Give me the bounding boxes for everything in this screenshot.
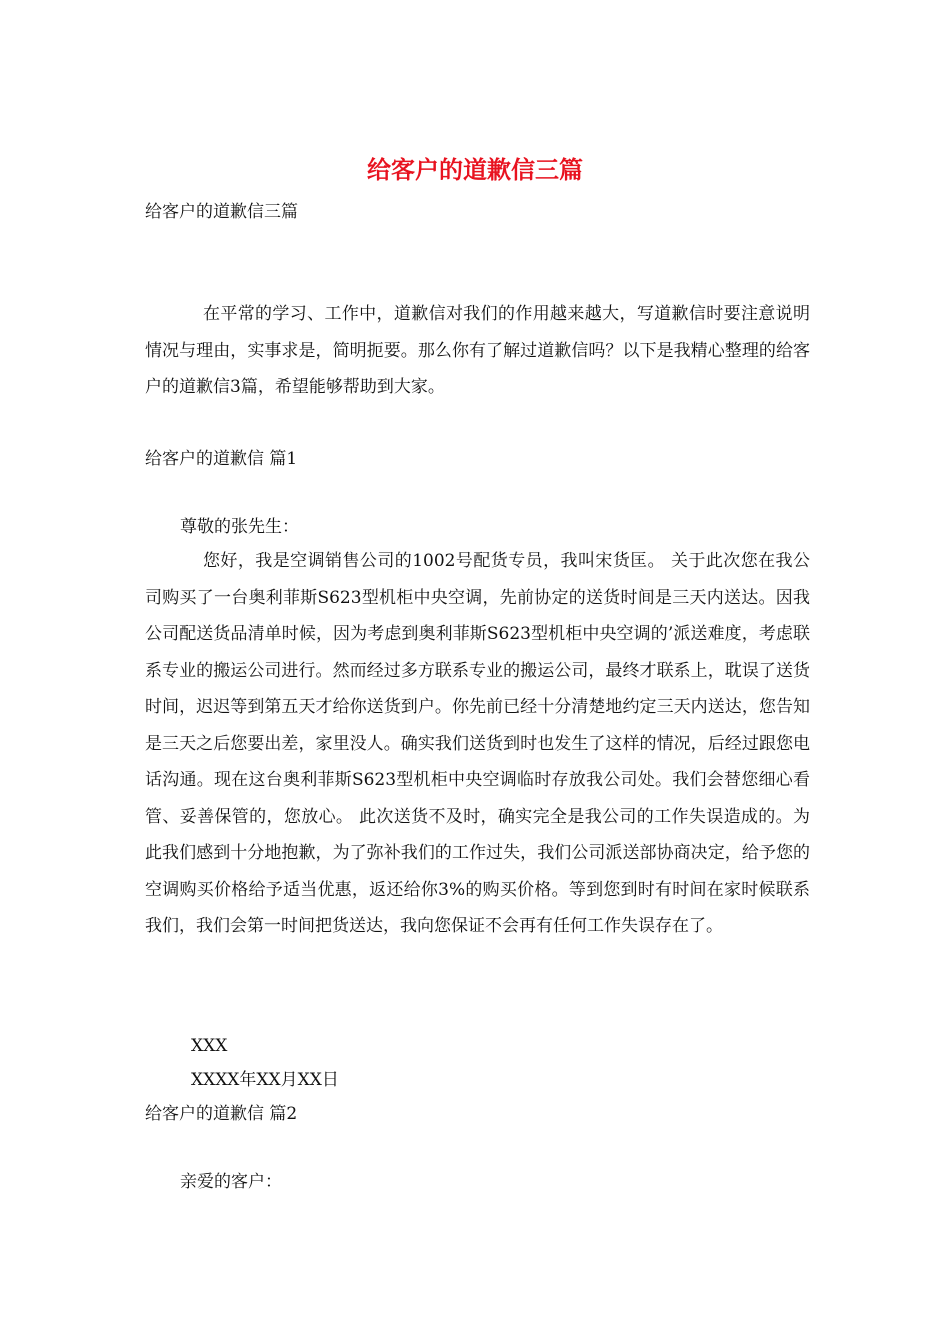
- section-1-body: 您好，我是空调销售公司的1002号配货专员，我叫宋货匡。 关于此次您在我公司购买了一台奥利菲斯S623型机柜中央空调，先前协定的送货时间是三天内送达。因我公司配送货品清单时候，因为考虑到奥利菲斯S623型机柜中央空调的’派送难度，考虑联系专业的搬运公司进行。然而经过多方联系专业的搬运公司，最终才联系上，耽误了送货时间，迟迟等到第五天才给你送货到户。你先前已经十分清楚地约定三天内送达，您告知是三天之后您要出差，家里没人。确实我们送货到时也发生了这样的情况，后经过跟您电话沟通。现在这台奥利菲斯S623型机柜中央空调临时存放我公司处。我们会替您细心看管、妥善保管的，您放心。 此次送货不及时，确实完全是我公司的工作失误造成的。为此我们感到十分地抱歉，为了弥补我们的工作过失，我们公司派送部协商决定，给予您的空调购买价格给予适当优惠，返还给你3%的购买价格。等到您到时有时间在家时候联系我们，我们会第一时间把货送达，我向您保证不会再有任何工作失误存在了。: [145, 551, 810, 936]
- section-1-heading: 给客户的道歉信 篇1: [145, 449, 298, 469]
- intro-paragraph: 在平常的学习、工作中，道歉信对我们的作用越来越大，写道歉信时要注意说明情况与理由，实事求是，简明扼要。那么你有了解过道歉信吗？以下是我精心整理的给客户的道歉信3篇，希望能够帮助到大家。: [145, 304, 810, 397]
- section-1-date: XXXX年XX月XX日: [191, 1070, 339, 1090]
- section-2-salutation: 亲爱的客户：: [180, 1172, 282, 1192]
- document-subtitle: 给客户的道歉信三篇: [145, 202, 298, 222]
- section-2-heading: 给客户的道歉信 篇2: [145, 1104, 298, 1124]
- section-1-signature: XXX: [191, 1036, 228, 1056]
- section-1-salutation: 尊敬的张先生：: [180, 517, 299, 537]
- document-title: 给客户的道歉信三篇: [367, 155, 583, 184]
